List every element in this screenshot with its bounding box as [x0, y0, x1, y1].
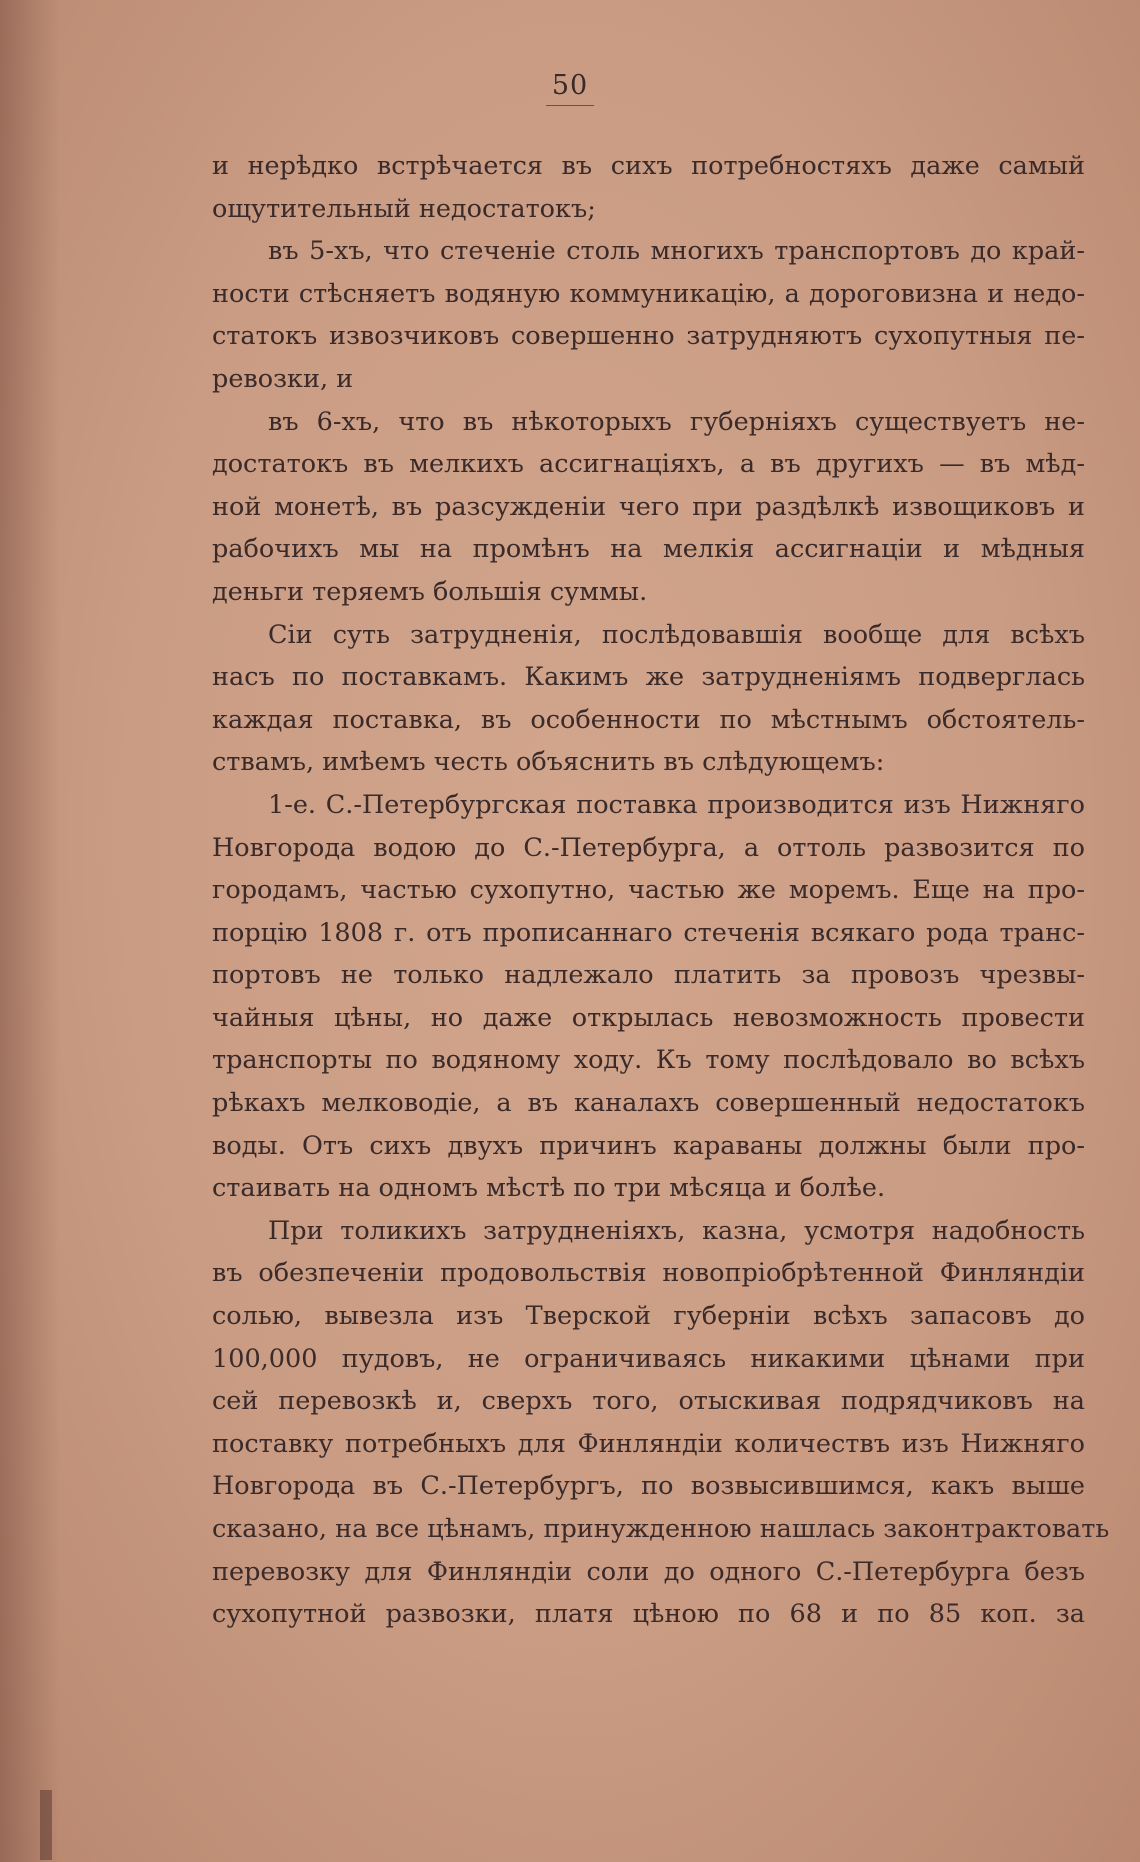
text-line: Новгорода водою до С.-Петербурга, а оттоль развозится по — [212, 832, 1085, 863]
text-line: поставку потребныхъ для Финляндіи количествъ изъ Нижняго — [212, 1428, 1085, 1459]
text-line: ной монетѣ, въ разсужденіи чего при раздѣлкѣ извощиковъ и — [212, 491, 1085, 522]
text-line: портовъ не только надлежало платить за провозъ чрезвы- — [212, 960, 1085, 991]
text-line: воды. Отъ сихъ двухъ причинъ караваны должны были про- — [212, 1130, 1085, 1161]
text-line: Новгорода въ С.-Петербургъ, по возвысившимся, какъ выше — [212, 1471, 1085, 1502]
text-line: достатокъ въ мелкихъ ассигнаціяхъ, а въ другихъ — въ мѣд- — [212, 449, 1085, 480]
text-line: порцію 1808 г. отъ прописаннаго стеченія всякаго рода транс- — [212, 917, 1085, 948]
body-text — [212, 145, 1110, 1636]
text-line: въ 5-хъ, что стеченіе столь многихъ транспортовъ до край- — [268, 236, 1085, 267]
text-line: солью, вывезла изъ Тверской губерніи всѣхъ запасовъ до — [212, 1301, 1085, 1332]
text-line: транспорты по водяному ходу. Къ тому послѣдовало во всѣхъ — [212, 1045, 1085, 1076]
text-line: насъ по поставкамъ. Какимъ же затрудненіямъ подверглась — [212, 662, 1085, 693]
text-line: ощутительный недостатокъ; — [212, 193, 596, 224]
text-line: въ обезпеченіи продовольствія новопріобрѣтенной Финляндіи — [212, 1258, 1085, 1289]
text-line: сказано, на все цѣнамъ, принужденною нашлась законтрактовать — [212, 1514, 1110, 1544]
text-line: рѣкахъ мелководіе, а въ каналахъ совершенный недостатокъ — [212, 1088, 1085, 1119]
page-number — [0, 70, 1140, 106]
text-line: Сіи суть затрудненія, послѣдовавшія вообще для всѣхъ — [268, 619, 1085, 650]
text-line: рабочихъ мы на промѣнъ на мелкія ассигнаціи и мѣдныя — [212, 534, 1085, 565]
text-line: ствамъ, имѣемъ честь объяснить въ слѣдующемъ: — [212, 747, 885, 778]
text-line: чайныя цѣны, но даже открылась невозможность провести — [212, 1002, 1085, 1033]
text-line: перевозку для Финляндіи соли до одного С.-Петербурга безъ — [212, 1556, 1085, 1587]
text-line: 100,000 пудовъ, не ограничиваясь никакими цѣнами при — [212, 1343, 1085, 1374]
text-line: сей перевозкѣ и, сверхъ того, отыскивая подрядчиковъ на — [212, 1386, 1085, 1417]
text-line: сухопутной развозки, платя цѣною по 68 и по 85 коп. за — [212, 1599, 1085, 1630]
text-line: статокъ извозчиковъ совершенно затрудняютъ сухопутныя пе- — [212, 321, 1085, 352]
text-line: городамъ, частью сухопутно, частью же моремъ. Еще на про- — [212, 875, 1085, 906]
text-line: ности стѣсняетъ водяную коммуникацію, а дороговизна и недо- — [212, 278, 1085, 309]
text-line: При толикихъ затрудненіяхъ, казна, усмотря надобность — [268, 1215, 1085, 1246]
text-line: и нерѣдко встрѣчается въ сихъ потребностяхъ даже самый — [212, 151, 1085, 181]
page-number-text: 50 — [546, 70, 594, 106]
text-line: деньги теряемъ большія суммы. — [212, 576, 648, 607]
page-spine-shadow — [0, 0, 60, 1862]
text-line: въ 6-хъ, что въ нѣкоторыхъ губерніяхъ существуетъ не- — [268, 406, 1085, 437]
text-line: стаивать на одномъ мѣстѣ по три мѣсяца и болѣе. — [212, 1173, 886, 1204]
text-line: 1-е. С.-Петербургская поставка производится изъ Нижняго — [268, 789, 1085, 820]
text-line: каждая поставка, въ особенности по мѣстнымъ обстоятель- — [212, 704, 1085, 735]
scan-edge-mark — [40, 1790, 52, 1860]
text-line: ревозки, и — [212, 363, 354, 394]
